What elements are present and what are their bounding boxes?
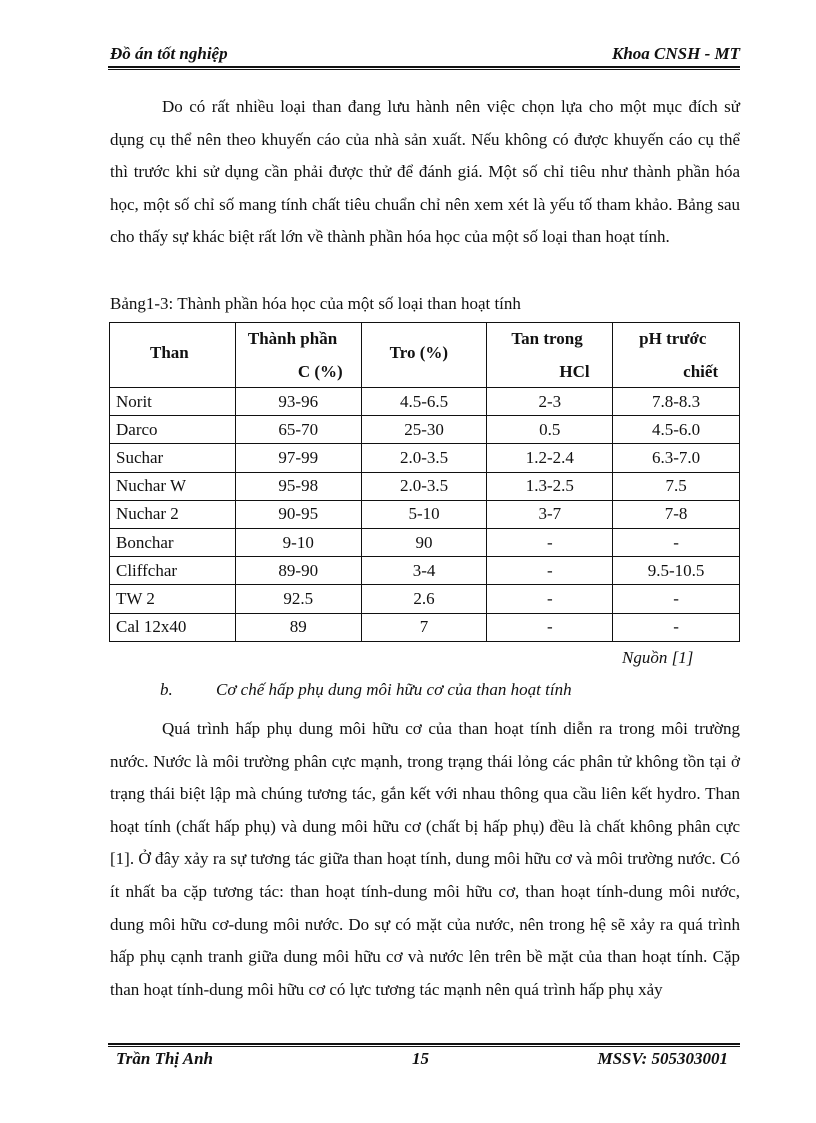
cell-ph: 7-8 [613, 500, 740, 528]
table-row [110, 500, 740, 528]
cell-ph: 9.5-10.5 [613, 557, 740, 585]
table-row [110, 416, 740, 444]
table-source: Nguồn [1] [622, 648, 694, 667]
cell-ph: 6.3-7.0 [613, 444, 740, 472]
cell-hcl: 3-7 [487, 500, 613, 528]
footer-divider-thin [108, 1046, 740, 1047]
cell-hcl: 2-3 [487, 388, 613, 416]
cell-than: Nuchar W [110, 472, 236, 500]
cell-ph: - [613, 585, 740, 613]
cell-hcl: - [487, 557, 613, 585]
cell-hcl: - [487, 613, 613, 641]
table-row [110, 528, 740, 556]
intro-paragraph: Do có rất nhiều loại than đang lưu hành nên việc chọn lựa cho một mục đích sử dụng cụ thể nên theo khuyến cáo của nhà sản xuất. Nếu không có được khuyến cáo cụ thể thì trước khi sử dụng cần phải được thử để đánh giá. Một số chỉ tiêu như thành phần hóa học, một số chỉ số mang tính chất tiêu chuẩn chỉ nên xem xét là yếu tố tham khảo. Bảng sau cho thấy sự khác biệt rất lớn về thành phần hóa học của một số loại than hoạt tính. [110, 97, 740, 247]
table-row [110, 444, 740, 472]
page-header [110, 44, 740, 66]
subheading-letter: b. [160, 680, 173, 699]
cell-than: Bonchar [110, 528, 236, 556]
header-tro: Tro (%) [361, 323, 487, 388]
cell-hcl: 1.3-2.5 [487, 472, 613, 500]
cell-than: Cliffchar [110, 557, 236, 585]
cell-than: Nuchar 2 [110, 500, 236, 528]
cell-ash: 7 [361, 613, 487, 641]
cell-ph: - [613, 528, 740, 556]
cell-carbon: 93-96 [235, 388, 361, 416]
cell-ph: 7.8-8.3 [613, 388, 740, 416]
header-faculty: Khoa CNSH - MT [612, 44, 740, 63]
header-divider-thin [108, 69, 740, 70]
cell-hcl: - [487, 585, 613, 613]
header-than: Than [110, 323, 236, 388]
mechanism-paragraph: Quá trình hấp phụ dung môi hữu cơ của than hoạt tính diễn ra trong môi trường nước. Nước là môi trường phân cực mạnh, trong trạng thái lỏng các phân tử không tồn tại ở trạng thái biệt lập mà chúng tương tác, gắn kết với nhau thông qua cầu liên kết hydro. Than hoạt tính (chất hấp phụ) và dung môi hữu cơ (chất bị hấp phụ) đều là chất không phân cực [1]. Ở đây xảy ra sự tương tác giữa than hoạt tính, dung môi hữu cơ và môi trường nước. Có ít nhất ba cặp tương tác: than hoạt tính-dung môi hữu cơ, than hoạt tính-dung môi nước, dung môi hữu cơ-dung môi nước. Do sự có mặt của nước, nên trong hệ sẽ xảy ra quá trình hấp phụ cạnh tranh giữa dung môi hữu cơ và nước lên trên bề mặt của than hoạt tính. Cặp than hoạt tính-dung môi hữu cơ có lực tương tác mạnh nên quá trình hấp phụ xảy [110, 719, 740, 999]
header-thesis-title: Đồ án tốt nghiệp [110, 44, 228, 63]
cell-ash: 3-4 [361, 557, 487, 585]
cell-hcl: 0.5 [487, 416, 613, 444]
header-thanh-phan: Thành phần C (%) [235, 323, 361, 388]
cell-carbon: 92.5 [235, 585, 361, 613]
table-caption: Bảng1-3: Thành phần hóa học của một số loại than hoạt tính [110, 294, 521, 313]
cell-ash: 2.0-3.5 [361, 444, 487, 472]
cell-ash: 2.0-3.5 [361, 472, 487, 500]
cell-ash: 4.5-6.5 [361, 388, 487, 416]
page-footer [110, 1049, 740, 1071]
cell-ash: 25-30 [361, 416, 487, 444]
table-row [110, 388, 740, 416]
cell-carbon: 65-70 [235, 416, 361, 444]
cell-ph: - [613, 613, 740, 641]
footer-author: Trần Thị Anh [116, 1049, 214, 1068]
header-tan-trong-hcl: Tan trong HCl [487, 323, 613, 388]
cell-hcl: 1.2-2.4 [487, 444, 613, 472]
cell-than: Cal 12x40 [110, 613, 236, 641]
footer-divider [108, 1043, 740, 1045]
cell-carbon: 89 [235, 613, 361, 641]
table-row [110, 472, 740, 500]
cell-carbon: 9-10 [235, 528, 361, 556]
page-number: 15 [412, 1049, 429, 1068]
cell-ph: 4.5-6.0 [613, 416, 740, 444]
cell-than: Suchar [110, 444, 236, 472]
cell-than: Norit [110, 388, 236, 416]
footer-student-id: MSSV: 505303001 [597, 1049, 728, 1068]
cell-carbon: 90-95 [235, 500, 361, 528]
header-divider [108, 66, 740, 68]
subheading-title: Cơ chế hấp phụ dung môi hữu cơ của than hoạt tính [216, 680, 572, 699]
cell-ash: 5-10 [361, 500, 487, 528]
table-header-row [110, 323, 740, 388]
table-row [110, 613, 740, 641]
cell-carbon: 89-90 [235, 557, 361, 585]
cell-ash: 90 [361, 528, 487, 556]
cell-carbon: 95-98 [235, 472, 361, 500]
cell-carbon: 97-99 [235, 444, 361, 472]
header-ph-truoc-chiet: pH trước chiết [613, 323, 740, 388]
table-row [110, 585, 740, 613]
cell-ash: 2.6 [361, 585, 487, 613]
table-row [110, 557, 740, 585]
cell-than: TW 2 [110, 585, 236, 613]
cell-ph: 7.5 [613, 472, 740, 500]
composition-table [109, 322, 740, 642]
cell-hcl: - [487, 528, 613, 556]
cell-than: Darco [110, 416, 236, 444]
